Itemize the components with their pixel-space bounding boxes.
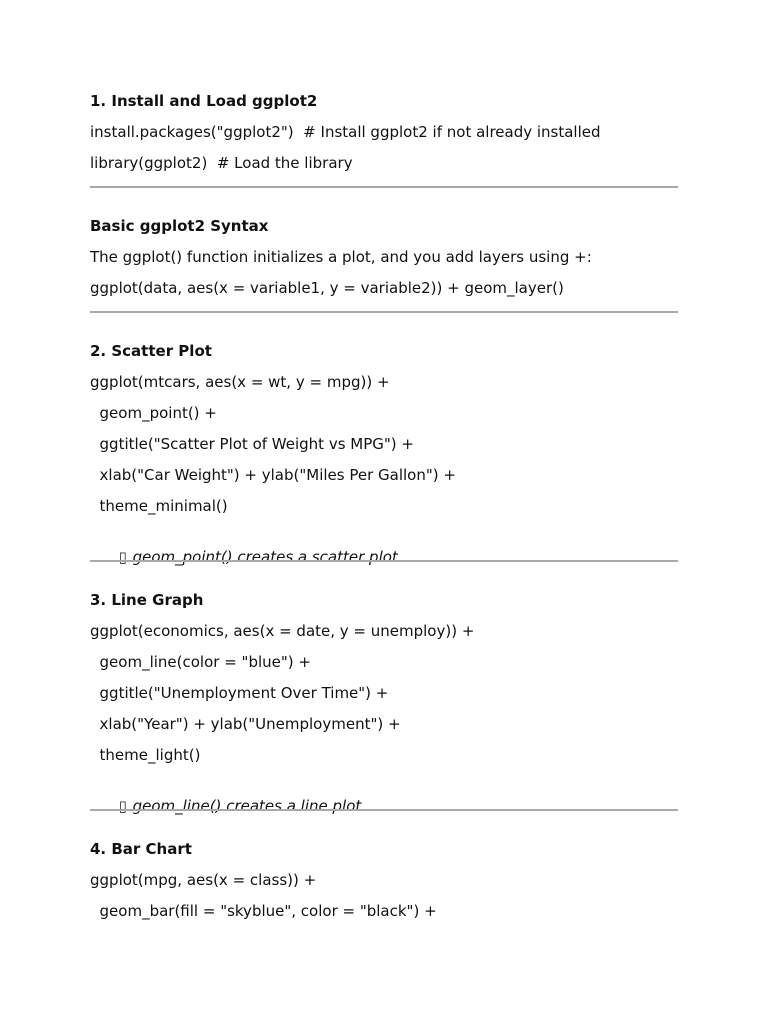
- code-line: library(ggplot2) # Load the library: [90, 154, 353, 172]
- section-heading: 2. Scatter Plot: [90, 342, 212, 360]
- code-line: ggplot(economics, aes(x = date, y = unemploy)) +: [90, 622, 475, 640]
- code-line: theme_minimal(): [90, 497, 228, 515]
- code-line: ggplot(mpg, aes(x = class)) +: [90, 871, 317, 889]
- section-bar-chart: [90, 839, 678, 921]
- note-line: [90, 527, 678, 566]
- section-heading: Basic ggplot2 Syntax: [90, 217, 269, 235]
- note-bullet-icon: ▯: [118, 548, 127, 566]
- code-line: ggplot(data, aes(x = variable1, y = variable2)) + geom_layer(): [90, 279, 564, 297]
- code-line: geom_line(color = "blue") +: [90, 653, 311, 671]
- code-line: ggtitle("Unemployment Over Time") +: [90, 684, 389, 702]
- code-line: xlab("Year") + ylab("Unemployment") +: [90, 715, 401, 733]
- section-heading: 3. Line Graph: [90, 591, 204, 609]
- code-line: geom_bar(fill = "skyblue", color = "black") +: [90, 902, 437, 920]
- section-heading: 1. Install and Load ggplot2: [90, 92, 318, 110]
- code-line: install.packages("ggplot2") # Install ggplot2 if not already installed: [90, 123, 601, 141]
- section-basic-syntax: [90, 216, 678, 298]
- code-line: geom_point() +: [90, 404, 217, 422]
- note-text: geom_point() creates a scatter plot.: [132, 548, 403, 566]
- section-scatter-plot: [90, 341, 678, 566]
- note-line: [90, 776, 678, 815]
- section-divider: [90, 809, 678, 811]
- code-line: ggtitle("Scatter Plot of Weight vs MPG") +: [90, 435, 414, 453]
- note-bullet-icon: ▯: [118, 797, 127, 815]
- section-heading: 4. Bar Chart: [90, 840, 192, 858]
- section-line-graph: [90, 590, 678, 815]
- code-line: xlab("Car Weight") + ylab("Miles Per Gallon") +: [90, 466, 456, 484]
- section-divider: [90, 311, 678, 313]
- text-line: The ggplot() function initializes a plot, and you add layers using +:: [90, 248, 592, 266]
- code-line: theme_light(): [90, 746, 201, 764]
- note-text: geom_line() creates a line plot.: [132, 797, 367, 815]
- section-divider: [90, 560, 678, 562]
- code-line: ggplot(mtcars, aes(x = wt, y = mpg)) +: [90, 373, 390, 391]
- section-install-load: [90, 91, 678, 173]
- section-divider: [90, 186, 678, 188]
